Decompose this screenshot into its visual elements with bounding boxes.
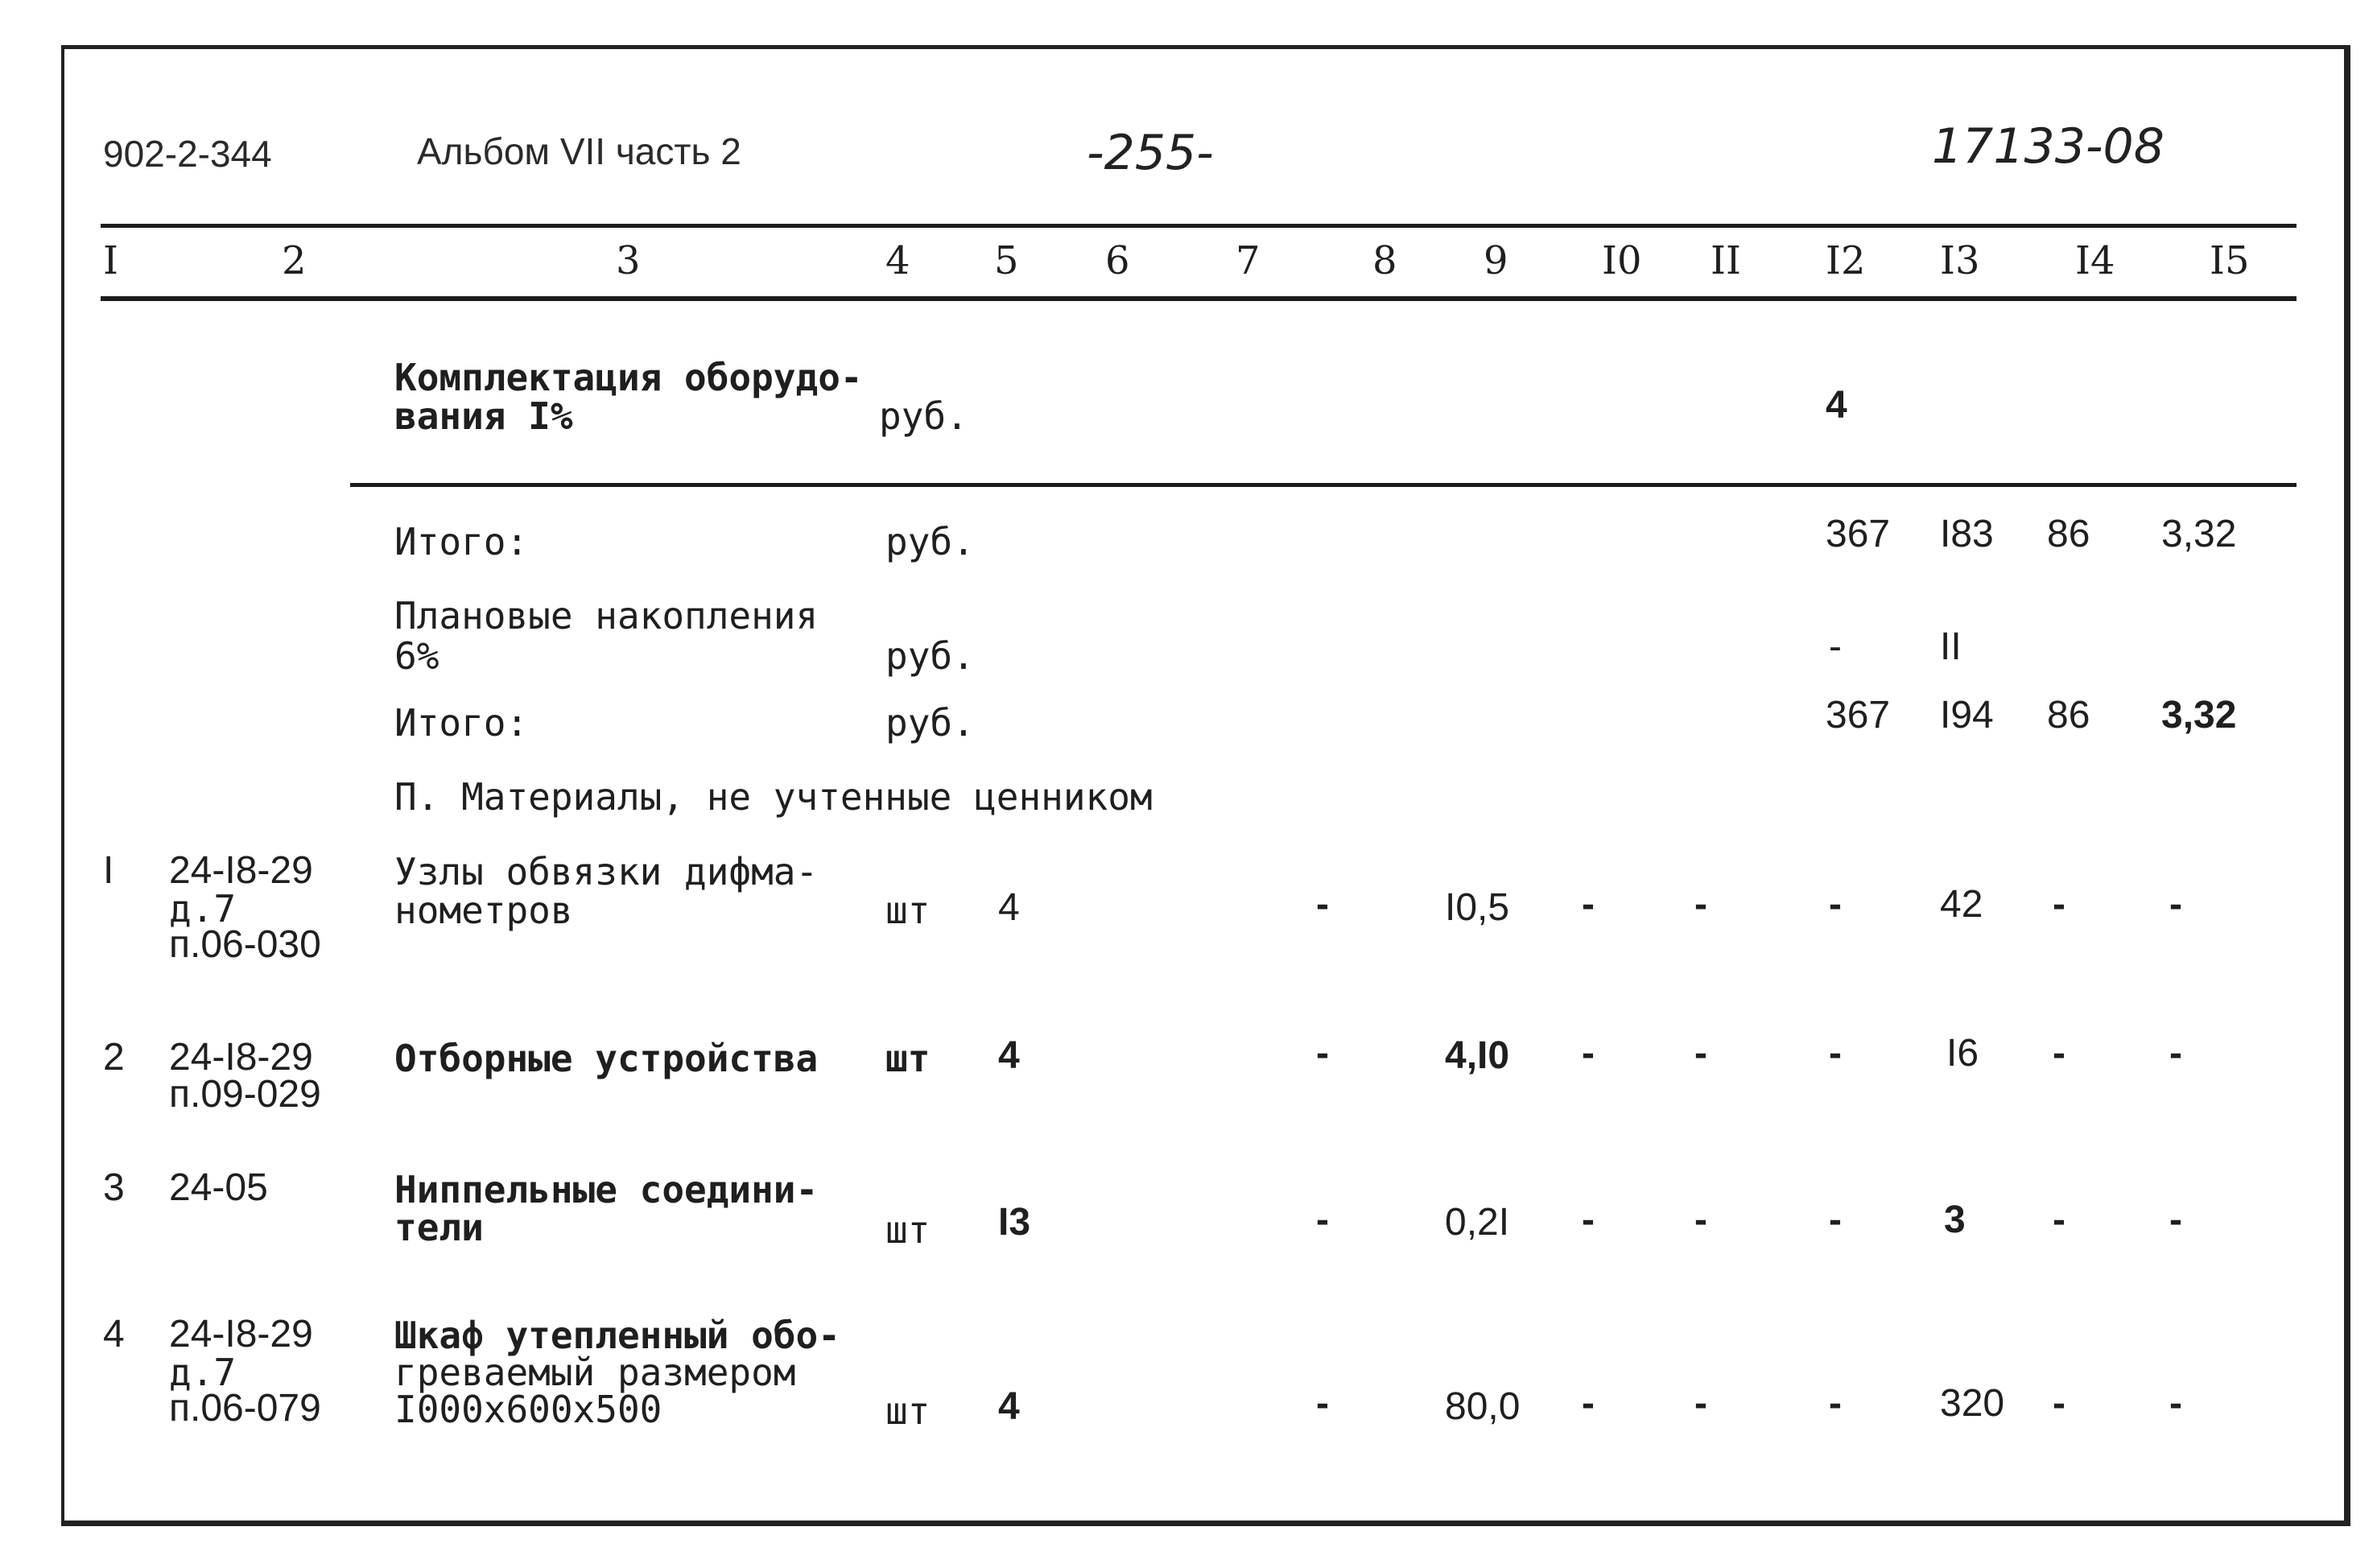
row1-c14: - (2053, 883, 2065, 926)
equipment-name-line1: Комплектация оборудо- (394, 356, 863, 399)
total2-label: Итого: (394, 701, 529, 745)
total2-c14: 86 (2047, 694, 2090, 737)
document-code: 902-2-344 (103, 133, 272, 175)
total2-c15: 3,32 (2161, 694, 2237, 737)
row4-c10: - (1582, 1382, 1595, 1425)
row3-c15: - (2169, 1199, 2182, 1241)
document-number: 17133-08 (1932, 118, 2164, 175)
row4-c12: - (1829, 1382, 1842, 1425)
row2-c12: - (1829, 1032, 1842, 1075)
row2-c13: I6 (1946, 1032, 1979, 1075)
row2-number: 2 (103, 1036, 125, 1079)
row2-c8: - (1316, 1032, 1329, 1075)
row4-code-line1: 24-I8-29 (169, 1313, 313, 1355)
column-number-11: II (1711, 238, 1741, 283)
row2-c11: - (1694, 1032, 1707, 1075)
planned-unit: руб. (885, 634, 975, 678)
row4-code-line2: д.7 (169, 1351, 237, 1394)
row1-c15: - (2169, 883, 2182, 926)
row3-c12: - (1829, 1199, 1842, 1241)
row2-code-line2: п.09-029 (169, 1073, 321, 1116)
planned-c12: - (1829, 625, 1842, 668)
row3-c14: - (2053, 1199, 2065, 1241)
total2-c12: 367 (1826, 694, 1891, 737)
row2-name-line1: Отборные устройства (394, 1037, 819, 1080)
equipment-name-line2: вания I% (394, 394, 573, 438)
row4-name-line1: Шкаф утепленный обо- (394, 1314, 840, 1357)
row3-c8: - (1316, 1199, 1329, 1241)
total1-c14: 86 (2047, 513, 2090, 555)
header-bottom-rule (101, 296, 2297, 301)
row4-c8: - (1316, 1382, 1329, 1425)
subtotal-rule (350, 483, 2297, 487)
row3-unit: шт (885, 1208, 931, 1252)
header-top-rule (101, 224, 2297, 228)
row3-code-line1: 24-05 (169, 1166, 268, 1209)
planned-label-line2: 6% (394, 634, 439, 678)
equipment-unit: руб. (879, 394, 968, 438)
row1-name-line2: нометров (394, 889, 573, 932)
total1-c12: 367 (1826, 513, 1891, 555)
row2-code-line1: 24-I8-29 (169, 1036, 313, 1079)
row3-c11: - (1694, 1199, 1707, 1241)
row1-code-line2: д.7 (169, 887, 237, 930)
row1-code-line1: 24-I8-29 (169, 849, 313, 892)
column-number-10: I0 (1602, 238, 1642, 283)
row2-c14: - (2053, 1032, 2065, 1075)
row4-name-line2: греваемый размером (394, 1351, 796, 1394)
row1-name-line1: Узлы обвязки дифма- (394, 850, 819, 893)
row3-c10: - (1582, 1199, 1595, 1241)
album-title: Альбом VII часть 2 (417, 130, 741, 172)
total2-unit: руб. (885, 701, 975, 745)
column-number-15: I5 (2210, 238, 2250, 283)
row3-name-line2: тели (394, 1206, 484, 1249)
row4-unit-price: 80,0 (1445, 1385, 1521, 1428)
column-number-14: I4 (2075, 238, 2115, 283)
row3-quantity: I3 (998, 1201, 1031, 1244)
row1-number: I (103, 849, 114, 892)
row2-c15: - (2169, 1032, 2182, 1075)
column-number-5: 5 (994, 238, 1019, 283)
row1-quantity: 4 (998, 886, 1020, 929)
section-title: П. Материалы, не учтенные ценником (394, 775, 1153, 819)
column-number-12: I2 (1826, 238, 1866, 283)
planned-label-line1: Плановые накопления (394, 594, 819, 638)
row3-name-line1: Ниппельные соедини- (394, 1168, 819, 1211)
equipment-c12: 4 (1826, 384, 1847, 427)
total1-c15: 3,32 (2161, 513, 2237, 555)
row4-code-line3: п.06-079 (169, 1387, 321, 1430)
total1-c13: I83 (1940, 513, 1994, 555)
row4-name-line3: I000x600x500 (394, 1388, 662, 1431)
row1-unit-price: I0,5 (1445, 886, 1510, 929)
row3-unit-price: 0,2I (1445, 1201, 1510, 1244)
row3-c13: 3 (1944, 1199, 1966, 1241)
column-number-6: 6 (1105, 238, 1130, 283)
row4-unit: шт (885, 1389, 931, 1433)
row1-c12: - (1829, 883, 1842, 926)
row1-unit: шт (885, 889, 931, 932)
row4-number: 4 (103, 1313, 125, 1355)
row2-c10: - (1582, 1032, 1595, 1075)
total1-label: Итого: (394, 520, 529, 563)
row1-c11: - (1694, 883, 1707, 926)
column-number-4: 4 (885, 238, 910, 283)
row1-c8: - (1316, 883, 1329, 926)
planned-c13: II (1940, 625, 1962, 668)
row4-c13: 320 (1940, 1382, 2005, 1425)
column-number-9: 9 (1484, 238, 1508, 283)
page-number: -255- (1087, 125, 1214, 181)
total2-c13: I94 (1940, 694, 1994, 737)
column-number-1: I (103, 238, 118, 283)
column-number-13: I3 (1940, 238, 1980, 283)
row1-c10: - (1582, 883, 1595, 926)
row3-number: 3 (103, 1166, 125, 1209)
row2-unit-price: 4,I0 (1445, 1034, 1510, 1077)
row4-c14: - (2053, 1382, 2065, 1425)
row1-c13: 42 (1940, 883, 1983, 926)
row2-quantity: 4 (998, 1034, 1020, 1077)
row2-unit: шт (885, 1037, 931, 1080)
total1-unit: руб. (885, 520, 975, 563)
column-number-7: 7 (1236, 238, 1261, 283)
row4-c11: - (1694, 1382, 1707, 1425)
column-number-2: 2 (282, 238, 307, 283)
column-number-3: 3 (616, 238, 641, 283)
row4-quantity: 4 (998, 1385, 1020, 1428)
row1-code-line3: п.06-030 (169, 923, 321, 966)
row4-c15: - (2169, 1382, 2182, 1425)
column-number-8: 8 (1372, 238, 1397, 283)
